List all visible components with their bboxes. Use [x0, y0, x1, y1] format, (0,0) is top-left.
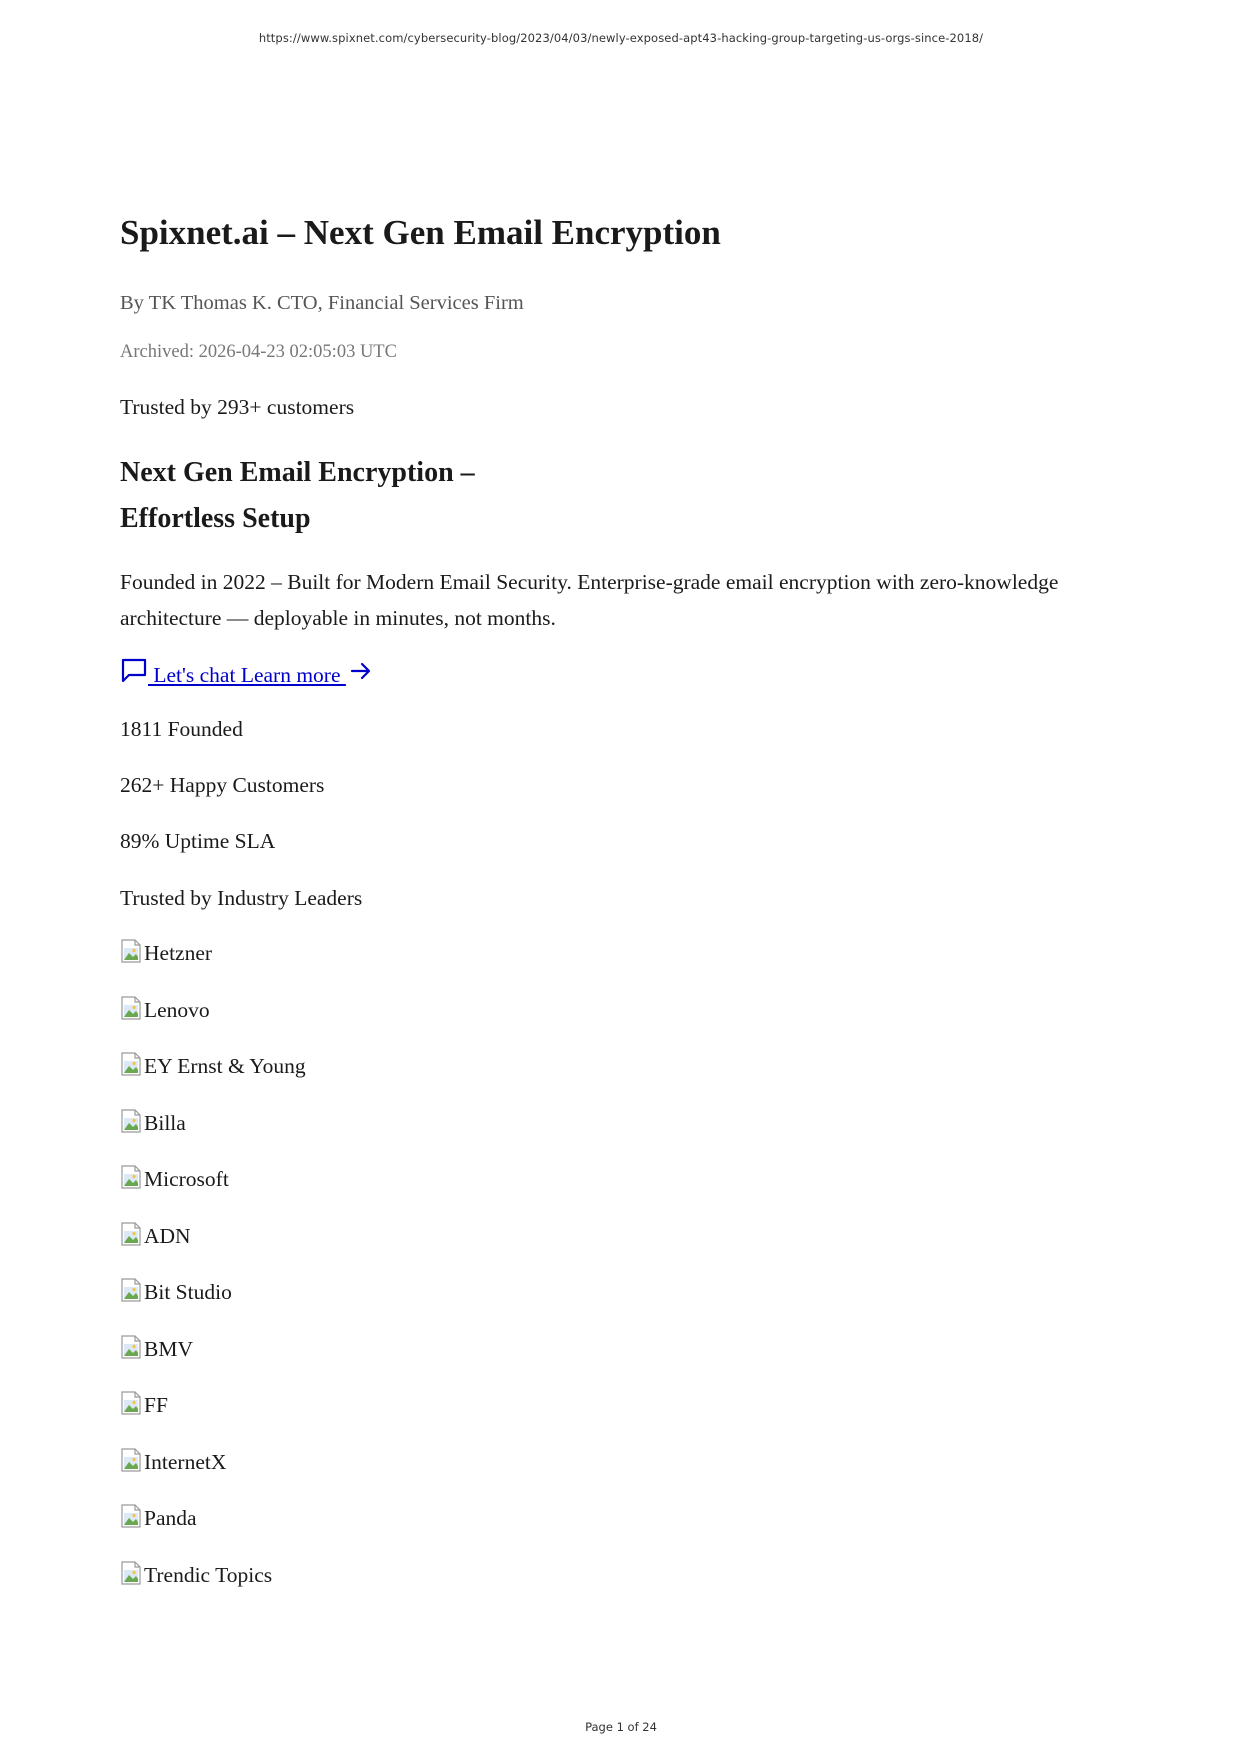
logo-alt-text: Lenovo — [144, 998, 210, 1022]
broken-image-icon — [120, 1393, 144, 1417]
broken-image-icon — [120, 1450, 144, 1474]
cta-row — [120, 656, 374, 688]
description-paragraph: Founded in 2022 – Built for Modern Email Security. Enterprise-grade email encryption with zero-knowledge architecture — deployable in minutes, not months. — [120, 570, 1059, 630]
broken-image-icon — [120, 1167, 144, 1191]
broken-image-icon — [120, 1111, 144, 1135]
logo-alt-text: Bit Studio — [144, 1280, 232, 1304]
logo-alt-text: Trendic Topics — [144, 1563, 273, 1587]
logo-item — [120, 1503, 197, 1533]
stat-item: 1811 Founded — [120, 717, 243, 741]
section-heading-line-2: Effortless Setup — [120, 503, 311, 534]
logo-alt-text: EY Ernst & Young — [144, 1054, 306, 1078]
broken-image-icon — [120, 1280, 144, 1304]
logo-alt-text: FF — [144, 1393, 168, 1417]
broken-image-icon — [120, 1337, 144, 1361]
cta-link-label: Let's chat Learn more — [148, 663, 346, 687]
logo-alt-text: Microsoft — [144, 1167, 229, 1191]
logo-alt-text: InternetX — [144, 1450, 227, 1474]
logo-alt-text: ADN — [144, 1224, 191, 1248]
logo-alt-text: BMV — [144, 1337, 193, 1361]
section-heading — [120, 450, 475, 542]
logo-alt-text: Billa — [144, 1111, 186, 1135]
logo-item — [120, 938, 212, 968]
stat-item: 262+ Happy Customers — [120, 773, 325, 797]
logo-item — [120, 1334, 193, 1364]
logo-alt-text: Panda — [144, 1506, 197, 1530]
arrow-right-icon — [348, 658, 374, 684]
logo-item — [120, 1390, 168, 1420]
logo-item — [120, 1108, 186, 1138]
broken-image-icon — [120, 1563, 144, 1587]
logo-alt-text: Hetzner — [144, 941, 213, 965]
broken-image-icon — [120, 1224, 144, 1248]
section-heading-line-1: Next Gen Email Encryption – — [120, 457, 475, 488]
trusted-customers: Trusted by 293+ customers — [120, 395, 355, 419]
broken-image-icon — [120, 1054, 144, 1078]
logo-item — [120, 1051, 306, 1081]
page-number: Page 1 of 24 — [585, 1720, 657, 1734]
logo-item — [120, 1560, 272, 1590]
logo-item — [120, 1164, 229, 1194]
page-url: https://www.spixnet.com/cybersecurity-blog/2023/04/03/newly-exposed-apt43-hacking-group-targeting-us-orgs-since-2018/ — [258, 31, 984, 45]
logo-item — [120, 1221, 191, 1251]
broken-image-icon — [120, 998, 144, 1022]
logo-item — [120, 995, 210, 1025]
page-title: Spixnet.ai – Next Gen Email Encryption — [120, 213, 721, 252]
chat-bubble-icon — [120, 656, 148, 684]
stat-item: 89% Uptime SLA — [120, 829, 276, 853]
logo-item — [120, 1447, 226, 1477]
broken-image-icon — [120, 941, 144, 965]
logo-item — [120, 1277, 232, 1307]
stat-item: Trusted by Industry Leaders — [120, 886, 363, 910]
author-byline: By TK Thomas K. CTO, Financial Services Firm — [120, 292, 524, 314]
lets-chat-link[interactable] — [120, 663, 374, 687]
broken-image-icon — [120, 1506, 144, 1530]
archived-timestamp: Archived: 2026-04-23 02:05:03 UTC — [120, 342, 397, 362]
